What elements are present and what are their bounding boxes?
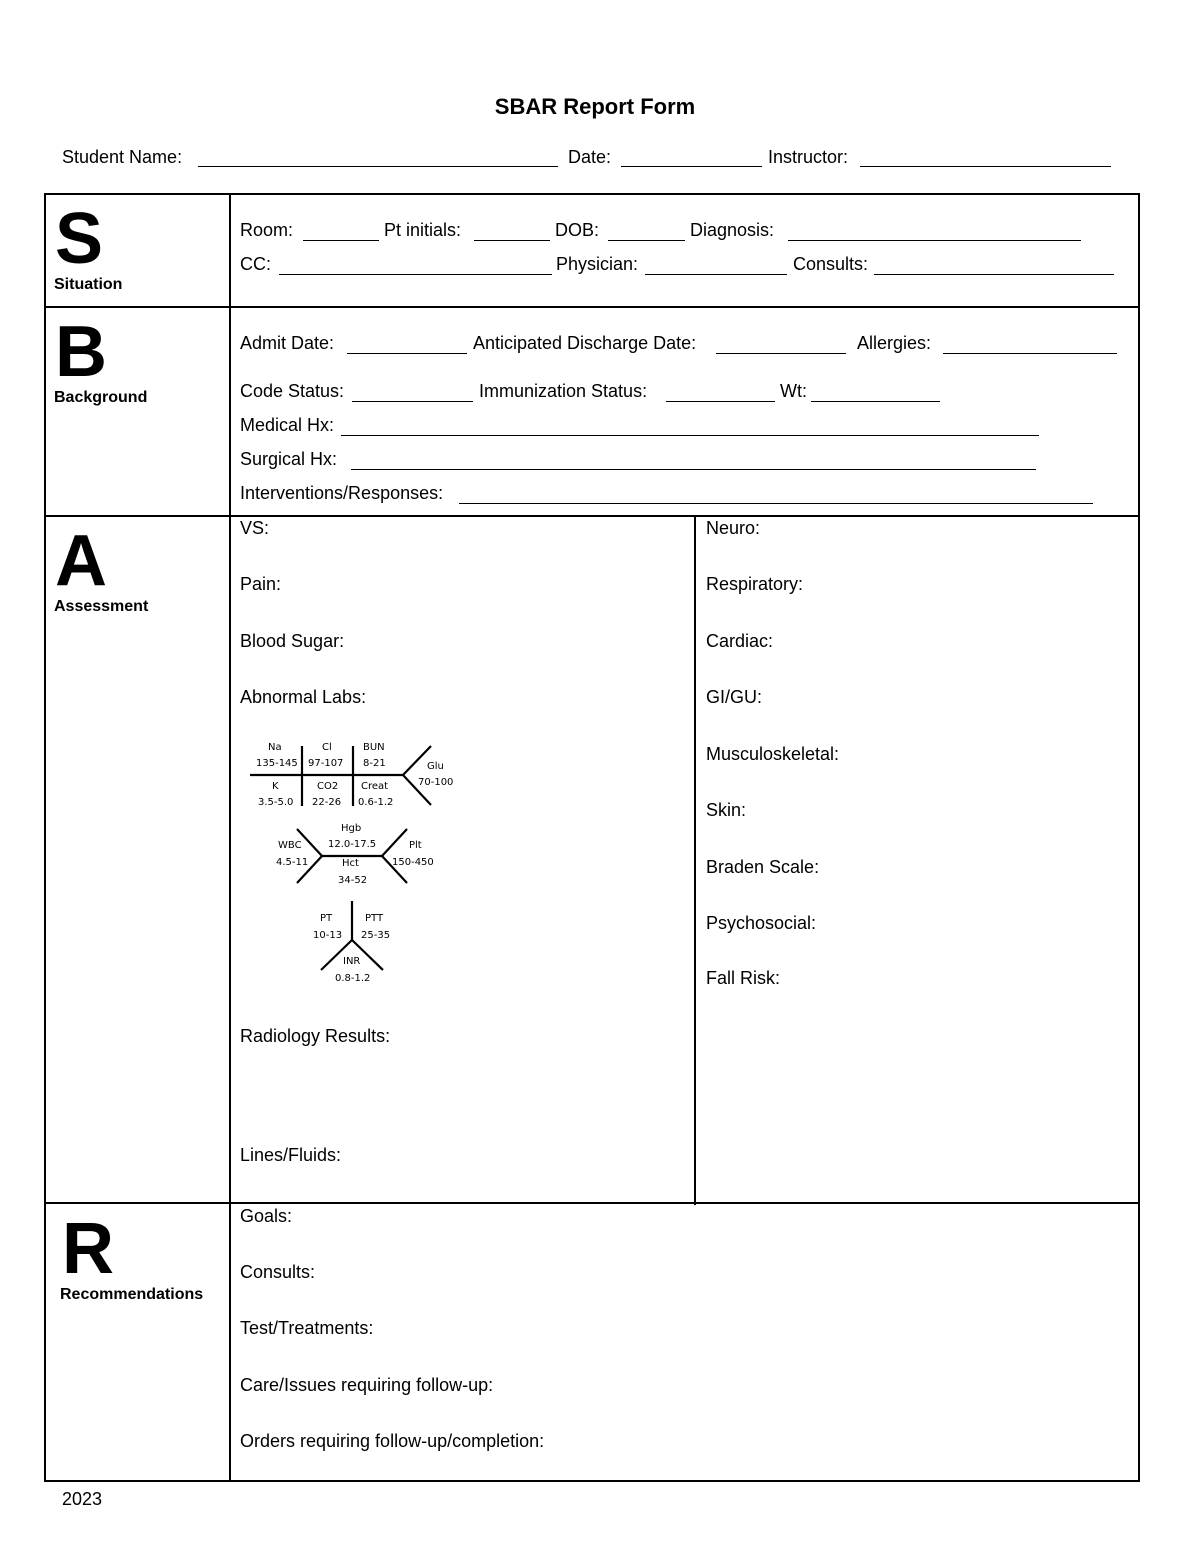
pt-initials-label: Pt initials: — [384, 220, 462, 240]
fall-risk-label[interactable]: Fall Risk: — [706, 968, 781, 988]
discharge-date-label: Anticipated Discharge Date: — [473, 333, 697, 353]
dob-label: DOB: — [555, 220, 600, 240]
lab-glu: Glu — [427, 761, 444, 772]
care-issues-label[interactable]: Care/Issues requiring follow-up: — [240, 1375, 494, 1395]
lab-na-range: 135-145 — [256, 758, 298, 769]
pain-label[interactable]: Pain: — [240, 574, 282, 594]
neuro-label[interactable]: Neuro: — [706, 518, 761, 538]
cardiac-label[interactable]: Cardiac: — [706, 631, 774, 651]
abnormal-labs-label[interactable]: Abnormal Labs: — [240, 687, 367, 707]
diagnosis-label: Diagnosis: — [690, 220, 775, 240]
assessment-letter: A — [55, 521, 107, 601]
lines-fluids-label[interactable]: Lines/Fluids: — [240, 1145, 342, 1165]
code-status-label: Code Status: — [240, 381, 345, 401]
orders-label[interactable]: Orders requiring follow-up/completion: — [240, 1431, 545, 1451]
background-heading: Background — [54, 389, 148, 406]
immunization-label: Immunization Status: — [479, 381, 648, 401]
consults-label: Consults: — [793, 254, 869, 274]
student-name-label: Student Name: — [62, 147, 183, 167]
lab-hct-range: 34-52 — [338, 875, 368, 886]
lab-hct: Hct — [342, 858, 359, 869]
respiratory-label[interactable]: Respiratory: — [706, 574, 804, 594]
background-letter: B — [55, 312, 107, 392]
cc-label: CC: — [240, 254, 271, 274]
footer-year: 2023 — [62, 1489, 103, 1509]
vs-label[interactable]: VS: — [240, 518, 270, 538]
braden-scale-label[interactable]: Braden Scale: — [706, 857, 820, 877]
situation-heading: Situation — [54, 276, 123, 293]
lab-glu-range: 70-100 — [418, 777, 454, 788]
blood-sugar-label[interactable]: Blood Sugar: — [240, 631, 345, 651]
room-label: Room: — [240, 220, 294, 240]
lab-pt-range: 10-13 — [313, 930, 343, 941]
admit-date-label: Admit Date: — [240, 333, 335, 353]
lab-creat-range: 0.6-1.2 — [358, 797, 394, 808]
assessment-heading: Assessment — [54, 598, 149, 615]
lab-pt: PT — [320, 913, 333, 924]
physician-label: Physician: — [556, 254, 639, 274]
recommendations-letter: R — [62, 1209, 114, 1289]
lab-na: Na — [268, 742, 282, 753]
musculoskeletal-label[interactable]: Musculoskeletal: — [706, 744, 840, 764]
lab-inr: INR — [343, 956, 361, 967]
lab-plt-range: 150-450 — [392, 857, 434, 868]
medical-hx-label: Medical Hx: — [240, 415, 335, 435]
wt-label: Wt: — [780, 381, 807, 401]
lab-co2: CO2 — [317, 781, 339, 792]
lab-inr-range: 0.8-1.2 — [335, 973, 371, 984]
lab-hgb: Hgb — [341, 823, 362, 834]
gigu-label[interactable]: GI/GU: — [706, 687, 763, 707]
lab-bun: BUN — [363, 742, 385, 753]
lab-k-range: 3.5-5.0 — [258, 797, 294, 808]
instructor-label: Instructor: — [768, 147, 849, 167]
lab-k: K — [272, 781, 279, 792]
surgical-hx-label: Surgical Hx: — [240, 449, 338, 469]
lab-hgb-range: 12.0-17.5 — [328, 839, 377, 850]
lab-co2-range: 22-26 — [312, 797, 342, 808]
rec-consults-label[interactable]: Consults: — [240, 1262, 316, 1282]
lab-ptt: PTT — [365, 913, 384, 924]
lab-wbc: WBC — [278, 840, 302, 851]
goals-label[interactable]: Goals: — [240, 1206, 293, 1226]
tests-treatments-label[interactable]: Test/Treatments: — [240, 1318, 374, 1338]
lab-wbc-range: 4.5-11 — [276, 857, 309, 868]
radiology-label[interactable]: Radiology Results: — [240, 1026, 391, 1046]
interventions-label: Interventions/Responses: — [240, 483, 444, 503]
date-label: Date: — [568, 147, 612, 167]
recommendations-heading: Recommendations — [60, 1286, 204, 1303]
lab-ptt-range: 25-35 — [361, 930, 391, 941]
form-title: SBAR Report Form — [494, 94, 696, 119]
allergies-label: Allergies: — [857, 333, 932, 353]
psychosocial-label[interactable]: Psychosocial: — [706, 913, 817, 933]
lab-plt: Plt — [409, 840, 422, 851]
situation-letter: S — [55, 199, 104, 279]
lab-cl: Cl — [322, 742, 332, 753]
lab-bun-range: 8-21 — [363, 758, 386, 769]
lab-creat: Creat — [361, 781, 389, 792]
skin-label[interactable]: Skin: — [706, 800, 747, 820]
lab-cl-range: 97-107 — [308, 758, 344, 769]
